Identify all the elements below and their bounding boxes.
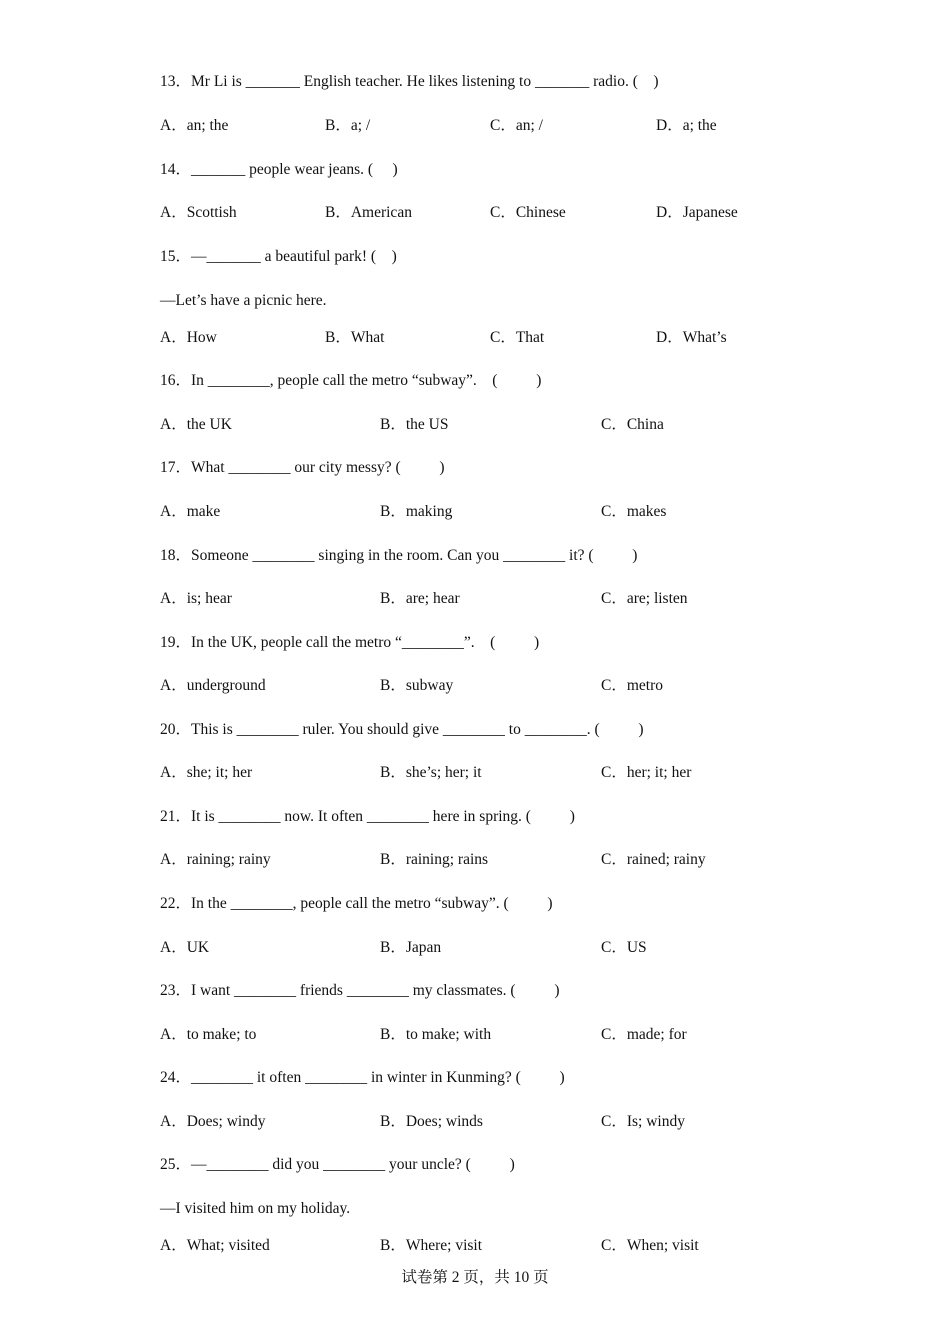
question-25-response: —I visited him on my holiday. [160,1200,351,1217]
question-14-option-c: C．Chinese [490,204,566,221]
question-17-option-a: A．make [160,503,221,520]
question-14-option-a: A．Scottish [160,204,237,221]
question-21-option-a: A．raining; rainy [160,851,271,868]
question-18-option-c: C．are; listen [601,590,688,607]
question-16-option-a: A．the UK [160,416,232,433]
question-25-option-b: B．Where; visit [380,1237,483,1254]
question-21-stem: 21．It is ________ now. It often ________ here in spring. ( ) [160,808,575,825]
question-15-stem: 15．—_______ a beautiful park! ( ) [160,248,397,265]
question-13-option-b: B．a; / [325,117,371,134]
question-23-option-b: B．to make; with [380,1026,492,1043]
question-23-stem: 23．I want ________ friends ________ my classmates. ( ) [160,982,560,999]
question-19-stem: 19．In the UK, people call the metro “________”. ( ) [160,634,540,651]
question-23-option-c: C．made; for [601,1026,687,1043]
question-22-stem: 22．In the ________, people call the metro “subway”. ( ) [160,895,553,912]
question-15-option-c: C．That [490,329,545,346]
question-14-option-d: D．Japanese [656,204,738,221]
question-15-option-a: A．How [160,329,217,346]
question-16-stem: 16．In ________, people call the metro “subway”. ( ) [160,372,542,389]
question-21-option-b: B．raining; rains [380,851,489,868]
question-24-option-b: B．Does; winds [380,1113,483,1130]
question-16-option-b: B．the US [380,416,449,433]
question-13-option-c: C．an; / [490,117,543,134]
question-20-option-c: C．her; it; her [601,764,692,781]
question-19-option-b: B．subway [380,677,454,694]
question-19-option-c: C．metro [601,677,663,694]
question-17-option-c: C．makes [601,503,667,520]
question-25-option-c: C．When; visit [601,1237,699,1254]
question-15-response: —Let’s have a picnic here. [160,292,327,309]
question-14-stem: 14．_______ people wear jeans. ( ) [160,161,398,178]
question-15-option-b: B．What [325,329,385,346]
question-19-option-a: A．underground [160,677,266,694]
question-23-option-a: A．to make; to [160,1026,257,1043]
question-22-option-c: C．US [601,939,647,956]
question-25-option-a: A．What; visited [160,1237,270,1254]
question-21-option-c: C．rained; rainy [601,851,706,868]
page-footer: 试卷第 2 页，共 10 页 [401,1269,549,1286]
question-17-stem: 17．What ________ our city messy? ( ) [160,459,445,476]
question-20-option-b: B．she’s; her; it [380,764,482,781]
question-18-option-a: A．is; hear [160,590,232,607]
question-24-option-a: A．Does; windy [160,1113,266,1130]
question-17-option-b: B．making [380,503,453,520]
question-18-option-b: B．are; hear [380,590,460,607]
question-25-stem: 25．—________ did you ________ your uncle? ( ) [160,1156,515,1173]
question-24-option-c: C．Is; windy [601,1113,685,1130]
question-20-option-a: A．she; it; her [160,764,253,781]
question-22-option-b: B．Japan [380,939,442,956]
question-20-stem: 20．This is ________ ruler. You should give ________ to ________. ( ) [160,721,644,738]
question-13-stem: 13．Mr Li is _______ English teacher. He likes listening to _______ radio. ( ) [160,73,659,90]
question-13-option-d: D．a; the [656,117,717,134]
question-18-stem: 18．Someone ________ singing in the room. Can you ________ it? ( ) [160,547,638,564]
question-24-stem: 24．________ it often ________ in winter in Kunming? ( ) [160,1069,565,1086]
question-22-option-a: A．UK [160,939,210,956]
question-14-option-b: B．American [325,204,412,221]
question-16-option-c: C．China [601,416,664,433]
question-15-option-d: D．What’s [656,329,727,346]
question-13-option-a: A．an; the [160,117,229,134]
